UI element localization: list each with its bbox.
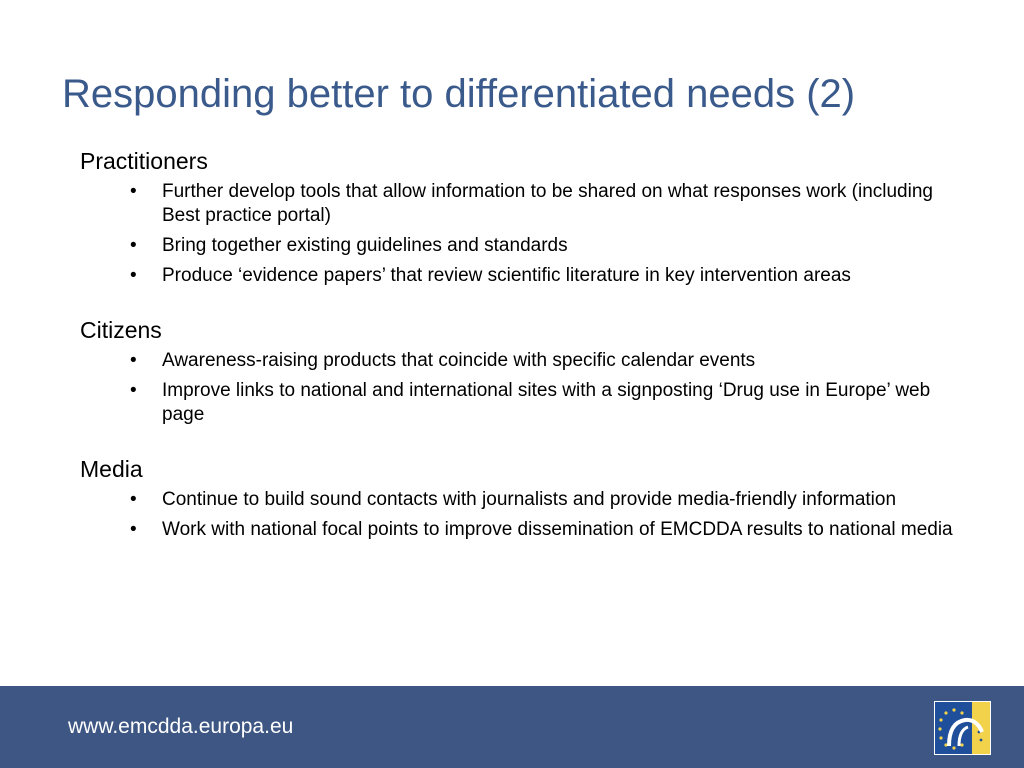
bullet-text: Produce ‘evidence papers’ that review scientific literature in key intervention areas	[162, 265, 851, 286]
bullet-mark: •	[130, 380, 137, 401]
bullet-mark: •	[130, 235, 137, 256]
footer-url: www.emcdda.europa.eu	[68, 715, 294, 738]
bullet-text: Further develop tools that allow information to be shared on what responses work (including Best practice portal)	[162, 181, 933, 226]
section-heading: Citizens	[80, 317, 162, 343]
bullet-text: Work with national focal points to improve dissemination of EMCDDA results to national media	[162, 519, 953, 540]
bullet-text: Bring together existing guidelines and standards	[162, 235, 568, 256]
slide-content	[80, 146, 960, 569]
bullet-item	[80, 518, 960, 542]
bullet-item	[80, 180, 960, 228]
bullet-list	[80, 180, 960, 288]
bullet-text: Improve links to national and international sites with a signposting ‘Drug use in Europe’ web page	[162, 380, 931, 425]
section-media	[80, 454, 960, 542]
bullet-mark: •	[130, 181, 137, 202]
section-heading: Media	[80, 456, 143, 482]
emcdda-logo-graphic	[935, 702, 990, 754]
bullet-item	[80, 234, 960, 258]
bullet-text: Continue to build sound contacts with journalists and provide media-friendly information	[162, 489, 897, 510]
section-heading: Practitioners	[80, 148, 208, 174]
bullet-mark: •	[130, 350, 137, 371]
bullet-mark: •	[130, 519, 137, 540]
slide-title: Responding better to differentiated needs (2)	[62, 72, 856, 116]
section-practitioners	[80, 146, 960, 288]
bullet-mark: •	[130, 265, 137, 286]
footer-bar	[0, 686, 1024, 768]
emcdda-logo-icon	[934, 701, 991, 755]
bullet-list	[80, 488, 960, 542]
bullet-list	[80, 349, 960, 427]
bullet-item	[80, 349, 960, 373]
bullet-item	[80, 264, 960, 288]
section-citizens	[80, 315, 960, 427]
bullet-mark: •	[130, 489, 137, 510]
bullet-text: Awareness-raising products that coincide with specific calendar events	[162, 350, 756, 371]
bullet-item	[80, 488, 960, 512]
bullet-item	[80, 379, 960, 427]
